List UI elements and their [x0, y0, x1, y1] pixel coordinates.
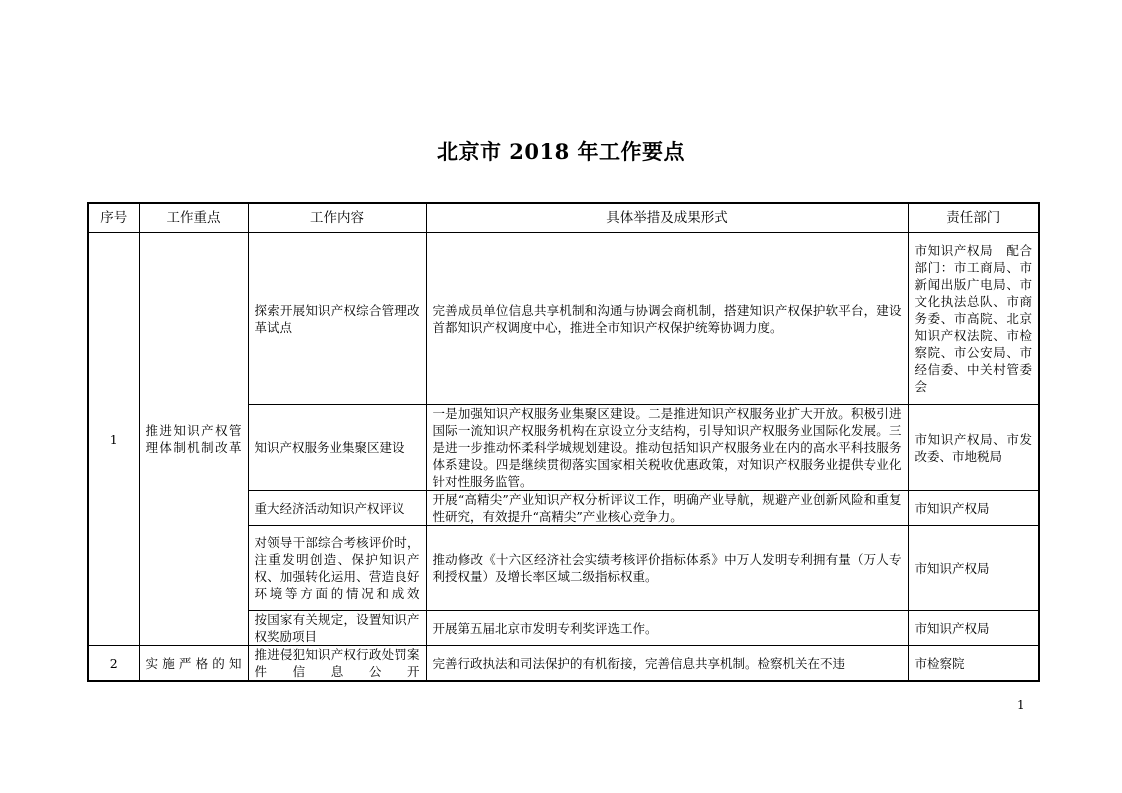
page-number: 1 [1017, 698, 1025, 712]
header-focus: 工作重点 [139, 203, 248, 233]
row-content: 知识产权服务业集聚区建设 [248, 405, 426, 491]
work-plan-table [87, 202, 1040, 682]
row-dept: 市知识产权局 [908, 611, 1039, 646]
row-seq: 2 [88, 646, 139, 682]
row-seq: 1 [88, 233, 139, 646]
row-content: 重大经济活动知识产权评议 [248, 491, 426, 526]
row-measures: 推动修改《十六区经济社会实绩考核评价指标体系》中万人发明专利拥有量（万人专利授权量）及增长率区域二级指标权重。 [426, 526, 908, 611]
row-content: 对领导干部综合考核评价时，注重发明创造、保护知识产权、加强转化运用、营造良好环境等方面的情况和成效 [248, 526, 426, 611]
row-content: 推进侵犯知识产权行政处罚案件信息公开 [248, 646, 426, 682]
row-content: 探索开展知识产权综合管理改革试点 [248, 233, 426, 405]
table-row [88, 646, 1039, 682]
row-focus: 推进知识产权管理体制机制改革 [139, 233, 248, 646]
header-content: 工作内容 [248, 203, 426, 233]
row-dept: 市知识产权局 配合部门：市工商局、市新闻出版广电局、市文化执法总队、市商务委、市高院、北京知识产权法院、市检察院、市公安局、市经信委、中关村管委会 [908, 233, 1039, 405]
row-measures: 完善行政执法和司法保护的有机衔接，完善信息共享机制。检察机关在不违 [426, 646, 908, 682]
header-dept: 责任部门 [908, 203, 1039, 233]
page-title: 北京市 2018 年工作要点 [436, 139, 686, 164]
header-seq: 序号 [88, 203, 139, 233]
row-dept: 市知识产权局 [908, 526, 1039, 611]
row-dept: 市知识产权局 [908, 491, 1039, 526]
row-measures: 完善成员单位信息共享机制和沟通与协调会商机制，搭建知识产权保护软平台，建设首都知识产权调度中心，推进全市知识产权保护统筹协调力度。 [426, 233, 908, 405]
row-content: 按国家有关规定，设置知识产权奖励项目 [248, 611, 426, 646]
row-measures: 开展“高精尖”产业知识产权分析评议工作，明确产业导航，规避产业创新风险和重复性研究，有效提升“高精尖”产业核心竞争力。 [426, 491, 908, 526]
row-focus: 实施严格的知 [139, 646, 248, 682]
row-measures: 开展第五届北京市发明专利奖评选工作。 [426, 611, 908, 646]
table-row [88, 233, 1039, 405]
row-measures: 一是加强知识产权服务业集聚区建设。二是推进知识产权服务业扩大开放。积极引进国际一流知识产权服务机构在京设立分支结构，引导知识产权服务业国际化发展。三是进一步推动怀柔科学城规划建设。推动包括知识产权服务业在内的高水平科技服务体系建设。四是继续贯彻落实国家相关税收优惠政策，对知识产权服务业提供专业化针对性服务监管。 [426, 405, 908, 491]
header-measures: 具体举措及成果形式 [426, 203, 908, 233]
row-dept: 市检察院 [908, 646, 1039, 682]
row-dept: 市知识产权局、市发改委、市地税局 [908, 405, 1039, 491]
table-header-row [88, 203, 1039, 233]
